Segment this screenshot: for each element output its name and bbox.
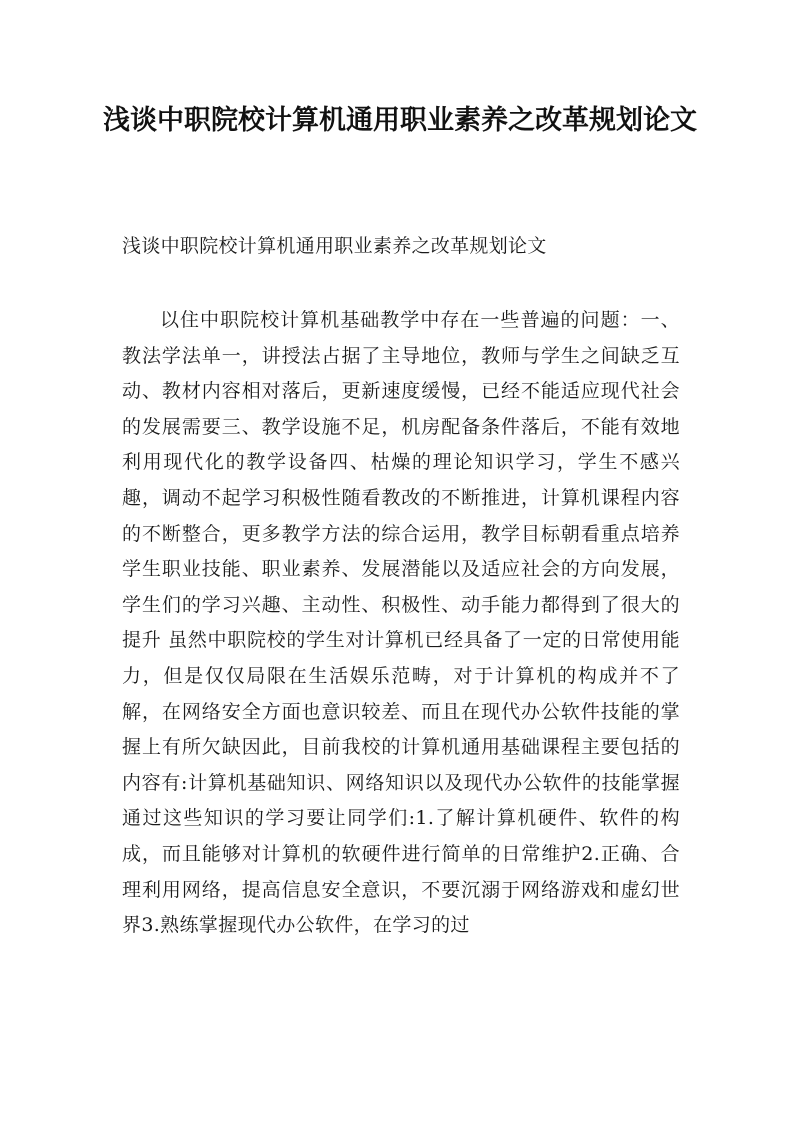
body-paragraph: 以住中职院校计算机基础教学中存在一些普遍的问题：一、教法学法单一，讲授法占据了主导地位，教师与学生之间缺乏互动、教材内容相对落后，更新速度缓慢，已经不能适应现代社会的发展需要三、教学设施不足，机房配备条件落后，不能有效地利用现代化的教学设备四、枯燥的理论知识学习，学生不感兴趣，调动不起学习积极性随看教改的不断推进，计算机课程内容的不断整合，更多教学方法的综合运用，教学目标朝看重点培养学生职业技能、职业素养、发展潜能以及适应社会的方向发展，学生们的学习兴趣、主动性、积极性、动手能力都得到了很大的提升 虽然中职院校的学生对计算机已经具备了一定的日常使用能力，但是仅仅局限在生活娱乐范畴，对于计算机的构成并不了解，在网络安全方面也意识较差、而且在现代办公软件技能的掌握上有所欠缺因此，目前我校的计算机通用基础课程主要包括的内容有:计算机基础知识、网络知识以及现代办公软件的技能掌握通过这些知识的学习要让同学们:1.了解计算机硬件、软件的构成，而且能够对计算机的软硬件进行简单的日常维护2.正确、合理利用网络，提高信息安全意识，不要沉溺于网络游戏和虚幻世界3.熟练掌握现代办公软件，在学习的过 (122, 309, 680, 937)
document-title: 浅谈中职院校计算机通用职业素养之改革规划论文 (103, 105, 697, 136)
document-subtitle: 浅谈中职院校计算机通用职业素养之改革规划论文 (122, 235, 547, 257)
